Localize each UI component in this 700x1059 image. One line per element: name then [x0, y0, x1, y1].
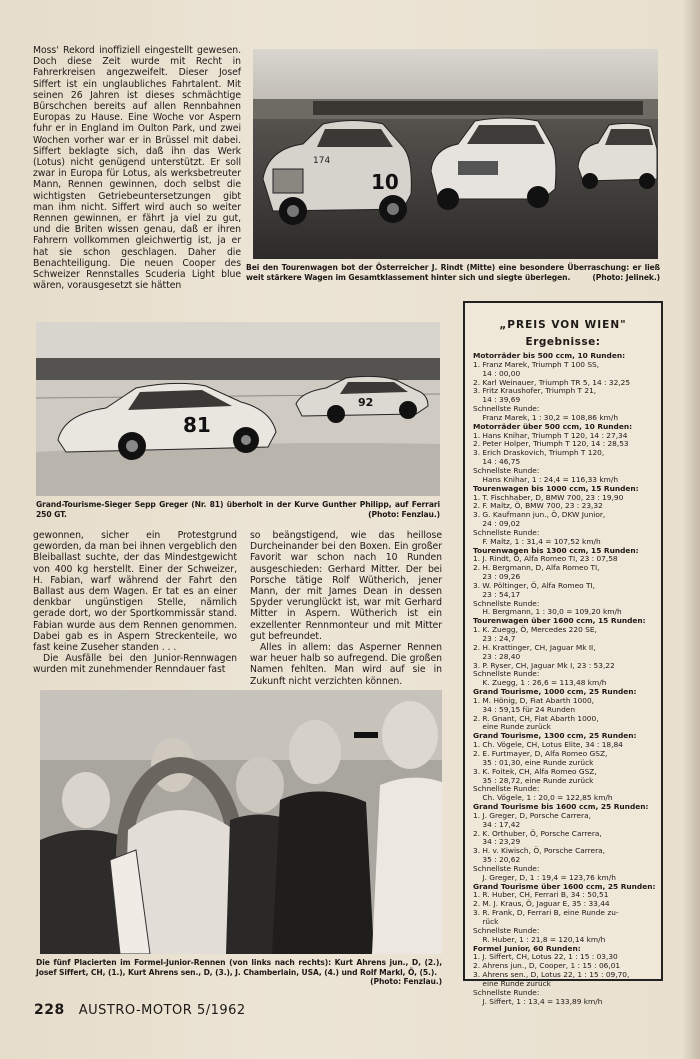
results-line: 2. H. Krattinger, CH, Jaguar Mk II,: [473, 642, 596, 652]
results-line: 2. R. Gnant, CH, Fiat Abarth 1000,: [473, 713, 599, 723]
article-paragraph: Alles in allem: das Asperner Rennen war heuer halb so aufregend. Die großen Namen fehlten. Man wird auf sie in Zukunft nicht verzichten können.: [250, 642, 442, 687]
page-number: 228: [34, 1002, 65, 1018]
results-line: 14 : 46,75: [473, 457, 521, 467]
results-line: 1. J. Rindt, Ö, Alfa Romeo TI, 23 : 07,58: [473, 554, 618, 564]
photo-credit: (Photo: Fenzlau.): [368, 509, 440, 519]
article-paragraph: Moss' Rekord inoffiziell eingestellt gewesen. Doch diese Zeit wurde mit Recht in Fahrerkreisen angezweifelt. Dieser Josef Siffert ist ein unglaubliches Fahrtalent. Mit seinen 26 Jahren ist dieses schmächtige Bürschchen bereits auf allen Rennbahnen Europas zu Hause. Eine Woche vor Aspern fuhr er in England im Oulton Park, und zwei Wochen vorher war er in Brüssel mit dabei. Siffert beklagte sich, daß ihn das Werk (Lotus) nicht genügend unterstützt. Er soll zwar in Europa für Lotus, als werksbetreuter Mann, Rennen gewinnen, doch selbst die wichtigsten Getriebeuntersetzungen gibt man ihm nicht. Siffert wird auch so weiter Rennen gewinnen, er fährt ja viel zu gut, und die Briten wissen genau, daß er ihren Fahrern vollkommen gleichwertig ist, ja er hat sie schon geschlagen. Daher die Benachteiligung. Die neuen Cooper des Schweizer Rennstalles Scuderia Light blue wären, vorausgesetzt sie hätten: [33, 45, 241, 292]
results-line: 3. P. Ryser, CH, Jaguar Mk I, 23 : 53,22: [473, 660, 615, 670]
magazine-issue: AUSTRO-MOTOR 5/1962: [78, 1003, 246, 1018]
photo-caption: [36, 500, 440, 519]
photo-formula-junior-winners: [40, 690, 442, 954]
caption-text: Grand-Tourisme-Sieger Sepp Greger (Nr. 81) überholt in der Kurve Gunther Philipp, auf Ferrari 250 GT.: [36, 500, 440, 519]
results-line: 24 : 09,02: [473, 519, 521, 529]
photo-credit: (Photo: Fenzlau.): [370, 977, 442, 987]
results-line: Schnellste Runde:: [473, 925, 540, 935]
article-paragraph: gewonnen, sicher ein Protestgrund geworden, da man bei ihnen vergeblich den Bleiballast suchte, der das Mindestgewicht von 400 kg herstellt. Einer der Schweizer, H. Fabian, warf während der Fahrt den Ballast aus dem Wagen. Er tat es an einer denkbar ungünstigen Stelle, nämlich gerade dort, wo der Sportkommissär stand. Fabian wurde aus dem Rennen genommen. Dabei gab es in Aspern Streckenteile, wo fast keine Zuseher standen . . .: [33, 530, 237, 654]
results-line: 3. Erich Draskovich, Triumph T 120,: [473, 448, 605, 458]
results-category-heading: Formel Junior, 60 Runden:: [473, 943, 581, 953]
results-line: 35 : 20,62: [473, 855, 521, 865]
results-category-heading: Grand Tourisme, 1300 ccm, 25 Runden:: [473, 731, 637, 741]
results-line: H. Bergmann, 1 : 30,0 = 109,20 km/h: [473, 607, 622, 617]
results-box: [463, 301, 663, 1006]
results-list: [465, 352, 661, 1006]
results-line: 2. M. J. Kraus, Ö, Jaguar E, 35 : 33,44: [473, 899, 610, 909]
results-line: 23 : 09,26: [473, 572, 521, 582]
results-line: K. Zuegg, 1 : 26,6 = 113,48 km/h: [473, 678, 607, 688]
results-line: F. Maltz, 1 : 31,4 = 107,52 km/h: [473, 536, 601, 546]
results-line: J. Greger, D, 1 : 19,4 = 123,76 km/h: [473, 872, 616, 882]
results-line: J. Siffert, 1 : 13,4 = 133,89 km/h: [473, 996, 603, 1006]
results-line: 2. H. Bergmann, D, Alfa Romeo TI,: [473, 563, 600, 573]
car-number: 174: [313, 156, 331, 166]
results-line: 2. E. Furtmayer, D, Alfa Romeo GSZ,: [473, 748, 608, 758]
results-line: 3. Ahrens sen., D, Lotus 22, 1 : 15 : 09,70,: [473, 970, 630, 980]
results-line: 1. M. Hönig, D, Fiat Abarth 1000,: [473, 695, 595, 705]
results-line: 2. F. Maltz, Ö, BMW 700, 23 : 23,32: [473, 501, 603, 511]
results-line: 23 : 24,7: [473, 634, 516, 643]
results-line: rück: [473, 917, 499, 926]
caption-text: Bei den Tourenwagen bot der Österreicher J. Rindt (Mitte) eine besondere Überraschung: er ließ weit stärkere Wagen im Gesamtklassement hinter sich und siegte überlegen.: [246, 263, 660, 282]
photo-credit: (Photo: Jelinek.): [592, 272, 660, 282]
results-line: Schnellste Runde:: [473, 465, 540, 475]
results-line: 1. Ch. Vögele, CH, Lotus Elite, 34 : 18,84: [473, 740, 623, 750]
results-line: 2. K. Orthuber, Ö, Porsche Carrera,: [473, 828, 602, 838]
page-edge-shadow: [682, 0, 700, 1059]
results-line: Schnellste Runde:: [473, 784, 540, 794]
results-line: 1. K. Zuegg, Ö, Mercedes 220 SE,: [473, 625, 597, 635]
results-line: 34 : 23,29: [473, 837, 521, 847]
results-category-heading: Grand Tourisme bis 1600 ccm, 25 Runden:: [473, 802, 649, 812]
results-line: Franz Marek, 1 : 30,2 = 108,86 km/h: [473, 412, 618, 422]
article-column-1-middle: [33, 530, 237, 676]
caption-text: Die fünf Placierten im Formel-Junior-Rennen (von links nach rechts): Kurt Ahrens jun., D, (2.), Josef Siffert, CH, (1.), Kurt Ahrens sen., D, (3.), J. Chamberlain, USA, (4.) und Rolf Markl, Ö, (5.).: [36, 958, 442, 977]
article-paragraph: so beängstigend, wie das heillose Durcheinander bei den Boxen. Ein großer Favorit war schon nach 10 Runden ausgeschieden: Gerhard Mitter. Der bei Porsche tätige Rolf Wütherich, jener Mann, der mit James Dean in dessen Spyder verunglückt ist, war mit Gerhard Mitter in Aspern. Wütherich ist ein exzellenter Rennmonteur und mit Mitter gut befreundet.: [250, 530, 442, 642]
results-line: 3. R. Frank, D, Ferrari B, eine Runde zu-: [473, 908, 619, 918]
car-number: 81: [183, 413, 211, 437]
results-line: 34 : 17,42: [473, 819, 521, 829]
photo-caption: [246, 263, 660, 282]
results-subtitle: Ergebnisse:: [525, 336, 601, 348]
results-line: 3. K. Foitek, CH, Alfa Romeo GSZ,: [473, 766, 597, 776]
car-number: 10: [371, 170, 399, 194]
results-category-heading: Tourenwagen über 1600 ccm, 15 Runden:: [473, 616, 646, 626]
results-line: Schnellste Runde:: [473, 863, 540, 873]
results-line: 3. H. v. Kiwisch, Ö, Porsche Carrera,: [473, 846, 606, 856]
results-line: 23 : 54,17: [473, 589, 521, 599]
results-category-heading: Tourenwagen bis 1000 ccm, 15 Runden:: [473, 483, 639, 493]
results-line: Schnellste Runde:: [473, 598, 540, 608]
results-category-heading: Grand Tourisme, 1000 ccm, 25 Runden:: [473, 687, 637, 697]
article-paragraph: Die Ausfälle bei den Junior-Rennwagen wurden mit zunehmender Renndauer fast: [33, 653, 237, 676]
results-line: 35 : 28,72, eine Runde zurück: [473, 775, 594, 785]
results-line: 2. Karl Weinauer, Triumph TR 5, 14 : 32,25: [473, 377, 631, 387]
page-footer: [34, 1002, 246, 1018]
results-line: 14 : 00,00: [473, 368, 521, 378]
results-line: 14 : 39,69: [473, 395, 521, 405]
results-category-heading: Tourenwagen bis 1300 ccm, 15 Runden:: [473, 545, 639, 555]
results-line: 35 : 01,30, eine Runde zurück: [473, 757, 594, 767]
results-line: Schnellste Runde:: [473, 527, 540, 537]
article-column-2-middle: [250, 530, 442, 687]
photo-grand-tourisme: [36, 322, 440, 496]
results-line: 1. J. Greger, D, Porsche Carrera,: [473, 810, 591, 820]
results-line: Schnellste Runde:: [473, 987, 540, 997]
results-line: Hans Knihar, 1 : 24,4 = 116,33 km/h: [473, 474, 619, 484]
results-line: R. Huber, 1 : 21,8 = 120,14 km/h: [473, 934, 606, 944]
results-category-heading: Motorräder über 500 ccm, 10 Runden:: [473, 421, 633, 431]
results-line: eine Runde zurück: [473, 722, 551, 732]
results-line: Schnellste Runde:: [473, 669, 540, 679]
results-line: 1. T. Fischhaber, D, BMW 700, 23 : 19,90: [473, 492, 624, 502]
article-column-1-top: [33, 45, 241, 291]
photo-caption: [36, 958, 442, 987]
results-line: Ch. Vögele, 1 : 20,0 = 122,85 km/h: [473, 793, 613, 803]
results-line: 1. Hans Knihar, Triumph T 120, 14 : 27,34: [473, 430, 628, 440]
results-line: 3. G. Kaufmann jun., Ö, DKW Junior,: [473, 510, 606, 520]
results-line: Schnellste Runde:: [473, 404, 540, 414]
results-line: 1. Franz Marek, Triumph T 100 SS,: [473, 359, 600, 369]
results-line: 2. Peter Holper, Triumph T 120, 14 : 28,53: [473, 439, 629, 449]
photo-touring-cars: [253, 49, 658, 259]
results-category-heading: Motorräder bis 500 ccm, 10 Runden:: [473, 351, 626, 360]
results-line: 1. J. Siffert, CH, Lotus 22, 1 : 15 : 03,30: [473, 952, 618, 962]
results-title: „PREIS VON WIEN": [499, 319, 627, 331]
results-line: 34 : 59,15 für 24 Runden: [473, 704, 576, 714]
results-category-heading: Grand Tourisme über 1600 ccm, 25 Runden:: [473, 881, 656, 891]
results-line: 2. Ahrens jun., D, Cooper, 1 : 15 : 06,01: [473, 961, 621, 971]
results-line: 1. R. Huber, CH, Ferrari B, 34 : 50,51: [473, 890, 609, 900]
results-line: 3. W. Pöltinger, Ö, Alfa Romeo TI,: [473, 580, 596, 590]
results-line: 3. Fritz Kraushofer, Triumph T 21,: [473, 386, 597, 396]
car-number: 92: [358, 396, 374, 409]
results-line: eine Runde zurück: [473, 978, 551, 988]
results-line: 23 : 28,40: [473, 651, 521, 661]
